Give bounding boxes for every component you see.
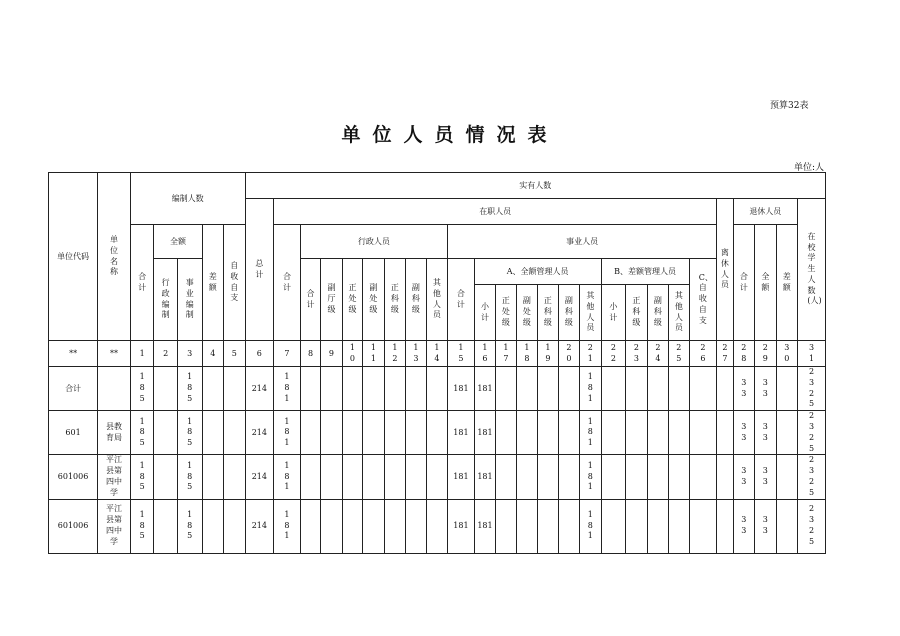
value-cell <box>669 411 689 455</box>
value-cell: 33 <box>733 367 754 411</box>
index-cell: 31 <box>798 341 826 367</box>
value-cell <box>717 411 733 455</box>
header-self-funded: 自收自支 <box>223 225 245 341</box>
index-cell: 9 <box>321 341 342 367</box>
form-number: 预算32表 <box>770 101 809 111</box>
value-cell <box>516 455 537 499</box>
value-cell <box>363 411 384 455</box>
unit-code-cell: 601006 <box>49 499 98 553</box>
header-retired-total: 合计 <box>733 225 754 341</box>
header-diff-subtotal: 小计 <box>601 285 626 341</box>
value-cell: 214 <box>245 367 274 411</box>
value-cell <box>776 455 797 499</box>
header-unit-code: 单位代码 <box>49 173 98 341</box>
value-cell <box>558 499 579 553</box>
value-cell <box>384 455 405 499</box>
value-cell <box>626 411 647 455</box>
value-cell <box>223 411 245 455</box>
header-admin-staff: 行政人员 <box>300 225 447 259</box>
value-cell <box>342 455 362 499</box>
value-cell: 2325 <box>798 367 826 411</box>
value-cell <box>776 411 797 455</box>
value-cell <box>384 499 405 553</box>
value-cell <box>538 499 558 553</box>
value-cell: 33 <box>733 455 754 499</box>
value-cell <box>321 499 342 553</box>
header-retired-full: 全额 <box>755 225 776 341</box>
value-cell <box>202 411 223 455</box>
value-cell: 181 <box>274 499 301 553</box>
unit-code-cell: 合计 <box>49 367 98 411</box>
index-cell: 2 <box>154 341 178 367</box>
header-retired-diff: 差额 <box>776 225 797 341</box>
header-self-funded-c: C、自收自支 <box>689 259 717 341</box>
value-cell <box>363 367 384 411</box>
value-cell <box>406 455 426 499</box>
header-admin-section: 正科级 <box>384 259 405 341</box>
value-cell: 185 <box>130 367 154 411</box>
unit-name-cell: 县教育局 <box>98 411 131 455</box>
value-cell <box>321 455 342 499</box>
value-cell <box>538 367 558 411</box>
value-cell <box>202 499 223 553</box>
value-cell: 185 <box>130 455 154 499</box>
value-cell <box>776 367 797 411</box>
header-staffing: 编制人数 <box>130 173 245 225</box>
index-cell: 6 <box>245 341 274 367</box>
value-cell <box>689 367 717 411</box>
value-cell <box>426 367 447 411</box>
value-cell <box>496 455 516 499</box>
value-cell: 181 <box>580 411 601 455</box>
table-row <box>49 499 826 553</box>
index-cell: 15 <box>448 341 475 367</box>
header-admin-division: 正处级 <box>342 259 362 341</box>
header-diff-mgmt: B、差额管理人员 <box>601 259 689 285</box>
value-cell <box>426 499 447 553</box>
value-cell <box>647 411 668 455</box>
value-cell: 181 <box>448 411 475 455</box>
unit-label: 单位:人 <box>793 163 824 173</box>
header-admin-deputy-section: 副科级 <box>406 259 426 341</box>
index-cell: 25 <box>669 341 689 367</box>
index-row <box>49 341 826 367</box>
index-cell: 14 <box>426 341 447 367</box>
index-cell: 7 <box>274 341 301 367</box>
personnel-table <box>48 172 826 554</box>
value-cell <box>669 499 689 553</box>
value-cell <box>669 367 689 411</box>
value-cell <box>558 411 579 455</box>
value-cell <box>154 455 178 499</box>
unit-code-cell: 601006 <box>49 455 98 499</box>
value-cell: 185 <box>177 455 202 499</box>
unit-name-cell: 平江县第四中学 <box>98 499 131 553</box>
value-cell: 181 <box>274 411 301 455</box>
header-actual: 实有人数 <box>245 173 826 199</box>
header-admin-total: 合计 <box>300 259 320 341</box>
table-row <box>49 367 826 411</box>
header-public-total: 合计 <box>448 259 475 341</box>
value-cell: 185 <box>130 411 154 455</box>
value-cell: 214 <box>245 499 274 553</box>
index-cell: 3 <box>177 341 202 367</box>
page-title: 单位人员情况表 <box>341 124 559 146</box>
value-cell <box>538 455 558 499</box>
value-cell <box>626 499 647 553</box>
index-cell: 27 <box>717 341 733 367</box>
value-cell <box>496 411 516 455</box>
value-cell <box>647 499 668 553</box>
value-cell: 2325 <box>798 455 826 499</box>
value-cell <box>717 455 733 499</box>
value-cell <box>626 455 647 499</box>
header-diff-amount: 差额 <box>202 225 223 341</box>
value-cell: 185 <box>177 499 202 553</box>
value-cell <box>342 411 362 455</box>
index-cell: 16 <box>474 341 495 367</box>
header-full-division: 正处级 <box>496 285 516 341</box>
value-cell: 33 <box>755 499 776 553</box>
value-cell: 33 <box>755 367 776 411</box>
index-cell: 21 <box>580 341 601 367</box>
value-cell <box>202 455 223 499</box>
value-cell: 2325 <box>798 499 826 553</box>
index-cell: 5 <box>223 341 245 367</box>
value-cell: 181 <box>474 499 495 553</box>
header-diff-deputy-section: 副科级 <box>647 285 668 341</box>
value-cell <box>626 367 647 411</box>
value-cell <box>689 455 717 499</box>
table-row <box>49 455 826 499</box>
value-cell: 181 <box>448 455 475 499</box>
value-cell <box>321 411 342 455</box>
index-cell: 1 <box>130 341 154 367</box>
value-cell <box>776 499 797 553</box>
header-grand-total: 总计 <box>245 199 274 341</box>
value-cell: 181 <box>580 455 601 499</box>
header-admin-deputy-division: 副处级 <box>363 259 384 341</box>
value-cell: 2325 <box>798 411 826 455</box>
header-diff-section: 正科级 <box>626 285 647 341</box>
value-cell <box>154 367 178 411</box>
index-cell: 8 <box>300 341 320 367</box>
value-cell <box>342 499 362 553</box>
index-cell: 12 <box>384 341 405 367</box>
index-cell: 22 <box>601 341 626 367</box>
index-cell: 29 <box>755 341 776 367</box>
header-retired-group: 退休人员 <box>733 199 797 225</box>
value-cell <box>647 455 668 499</box>
value-cell <box>717 367 733 411</box>
index-cell: 30 <box>776 341 797 367</box>
value-cell: 181 <box>474 367 495 411</box>
value-cell <box>689 411 717 455</box>
value-cell <box>321 367 342 411</box>
header-students: 在校学生人数(人) <box>798 199 826 341</box>
header-full-subtotal: 小计 <box>474 285 495 341</box>
index-cell: 28 <box>733 341 754 367</box>
value-cell <box>689 499 717 553</box>
value-cell <box>363 499 384 553</box>
value-cell <box>154 499 178 553</box>
header-admin-others: 其他人员 <box>426 259 447 341</box>
value-cell: 181 <box>274 367 301 411</box>
value-cell: 181 <box>474 455 495 499</box>
header-full-deputy-division: 副处级 <box>516 285 537 341</box>
value-cell: 33 <box>733 499 754 553</box>
header-full-deputy-section: 副科级 <box>558 285 579 341</box>
unit-code-cell: 601 <box>49 411 98 455</box>
value-cell <box>384 367 405 411</box>
value-cell <box>601 455 626 499</box>
index-cell: 4 <box>202 341 223 367</box>
value-cell <box>342 367 362 411</box>
header-retired-cadre: 离休人员 <box>717 199 733 341</box>
value-cell <box>558 455 579 499</box>
value-cell <box>516 411 537 455</box>
index-cell: ** <box>49 341 98 367</box>
index-cell: 23 <box>626 341 647 367</box>
header-unit-name: 单位名称 <box>98 173 131 341</box>
value-cell: 185 <box>177 367 202 411</box>
index-cell: 26 <box>689 341 717 367</box>
header-public-staff: 事业人员 <box>448 225 717 259</box>
value-cell <box>406 367 426 411</box>
value-cell: 185 <box>177 411 202 455</box>
value-cell <box>669 455 689 499</box>
header-employed-total: 合计 <box>274 225 301 341</box>
index-cell: 13 <box>406 341 426 367</box>
value-cell <box>363 455 384 499</box>
unit-name-cell: 平江县第四中学 <box>98 455 131 499</box>
header-staff-total: 合计 <box>130 225 154 341</box>
value-cell <box>558 367 579 411</box>
header-employed: 在职人员 <box>274 199 717 225</box>
value-cell <box>426 411 447 455</box>
value-cell <box>601 367 626 411</box>
value-cell <box>202 367 223 411</box>
index-cell: ** <box>98 341 131 367</box>
table-row <box>49 411 826 455</box>
header-deputy-dept: 副厅级 <box>321 259 342 341</box>
value-cell <box>300 455 320 499</box>
header-admin-est: 行政编制 <box>154 259 178 341</box>
value-cell: 181 <box>580 367 601 411</box>
value-cell <box>516 499 537 553</box>
value-cell <box>601 411 626 455</box>
value-cell <box>406 411 426 455</box>
index-cell: 10 <box>342 341 362 367</box>
header-full-section: 正科级 <box>538 285 558 341</box>
value-cell <box>300 499 320 553</box>
index-cell: 19 <box>538 341 558 367</box>
value-cell <box>300 367 320 411</box>
value-cell <box>538 411 558 455</box>
value-cell: 185 <box>130 499 154 553</box>
value-cell <box>426 455 447 499</box>
value-cell: 33 <box>755 411 776 455</box>
index-cell: 18 <box>516 341 537 367</box>
value-cell: 33 <box>755 455 776 499</box>
value-cell: 181 <box>474 411 495 455</box>
value-cell: 33 <box>733 411 754 455</box>
value-cell <box>300 411 320 455</box>
unit-name-cell <box>98 367 131 411</box>
index-cell: 17 <box>496 341 516 367</box>
value-cell <box>223 367 245 411</box>
value-cell <box>223 499 245 553</box>
value-cell: 181 <box>580 499 601 553</box>
header-public-est: 事业编制 <box>177 259 202 341</box>
value-cell: 181 <box>448 499 475 553</box>
value-cell <box>717 499 733 553</box>
value-cell: 214 <box>245 411 274 455</box>
index-cell: 24 <box>647 341 668 367</box>
value-cell <box>154 411 178 455</box>
index-cell: 20 <box>558 341 579 367</box>
header-diff-others: 其他人员 <box>669 285 689 341</box>
value-cell <box>601 499 626 553</box>
value-cell: 181 <box>448 367 475 411</box>
header-full-others: 其他人员 <box>580 285 601 341</box>
value-cell: 214 <box>245 455 274 499</box>
value-cell <box>647 367 668 411</box>
value-cell <box>223 455 245 499</box>
value-cell <box>406 499 426 553</box>
value-cell <box>516 367 537 411</box>
header-full-mgmt: A、全额管理人员 <box>474 259 601 285</box>
index-cell: 11 <box>363 341 384 367</box>
value-cell: 181 <box>274 455 301 499</box>
value-cell <box>496 499 516 553</box>
header-full-amount: 全额 <box>154 225 202 259</box>
value-cell <box>384 411 405 455</box>
value-cell <box>496 367 516 411</box>
